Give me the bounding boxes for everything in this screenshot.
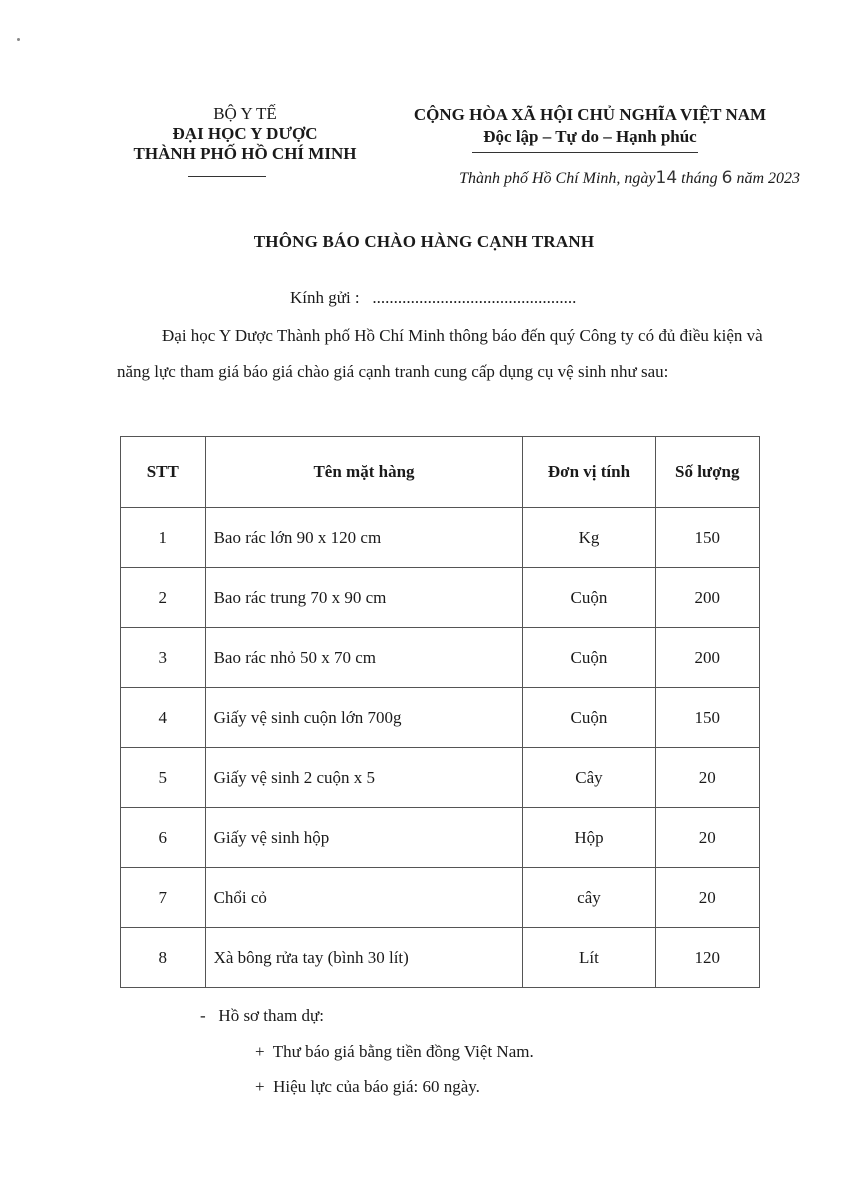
intro-paragraph: Đại học Y Dược Thành phố Hồ Chí Minh thông báo đến quý Công ty có đủ điều kiện và năng lực tham giá báo giá chào giá cạnh tranh cung cấp dụng cụ vệ sinh như sau: (117, 326, 763, 381)
header-stt: STT (121, 437, 206, 508)
dateline-month: 6 (721, 168, 733, 188)
documents-item: + Hiệu lực của báo giá: 60 ngày. (255, 1077, 480, 1096)
cell-stt: 7 (121, 868, 206, 928)
cell-item-name: Giấy vệ sinh hộp (205, 808, 523, 868)
cell-stt: 3 (121, 628, 206, 688)
cell-item-name: Bao rác lớn 90 x 120 cm (205, 508, 523, 568)
recipient-blank: ................................................ (372, 288, 577, 307)
cell-unit: Cuộn (523, 688, 655, 748)
header-unit: Đơn vị tính (523, 437, 655, 508)
dateline-day: 14 (655, 168, 678, 188)
document-title: THÔNG BÁO CHÀO HÀNG CẠNH TRANH (253, 232, 595, 251)
cell-stt: 8 (121, 928, 206, 988)
cell-unit: Lít (523, 928, 655, 988)
cell-unit: cây (523, 868, 655, 928)
dateline (380, 168, 800, 188)
cell-stt: 6 (121, 808, 206, 868)
table-row (121, 928, 760, 988)
header-item-name: Tên mặt hàng (205, 437, 523, 508)
recipient-label: Kính gửi : (290, 288, 360, 307)
national-motto: Độc lập – Tự do – Hạnh phúc (483, 127, 697, 146)
cell-unit: Kg (523, 508, 655, 568)
cell-item-name: Giấy vệ sinh cuộn lớn 700g (205, 688, 523, 748)
documents-heading: - Hồ sơ tham dự: (200, 1006, 324, 1025)
cell-item-name: Chổi cỏ (205, 868, 523, 928)
cell-stt: 5 (121, 748, 206, 808)
table-row (121, 748, 760, 808)
cell-quantity: 20 (655, 808, 760, 868)
cell-item-name: Bao rác trung 70 x 90 cm (205, 568, 523, 628)
university-name: ĐẠI HỌC Y DƯỢC (172, 124, 318, 143)
cell-quantity: 200 (655, 568, 760, 628)
table-row (121, 808, 760, 868)
table-row (121, 628, 760, 688)
cell-stt: 2 (121, 568, 206, 628)
cell-quantity: 200 (655, 628, 760, 688)
header-quantity: Số lượng (655, 437, 760, 508)
motto-underline (472, 152, 698, 153)
cell-quantity: 150 (655, 508, 760, 568)
cell-quantity: 120 (655, 928, 760, 988)
cell-stt: 4 (121, 688, 206, 748)
national-title: CỘNG HÒA XÃ HỘI CHỦ NGHĨA VIỆT NAM (413, 105, 767, 124)
cell-unit: Hộp (523, 808, 655, 868)
cell-quantity: 20 (655, 868, 760, 928)
university-city: THÀNH PHỐ HỒ CHÍ MINH (133, 144, 357, 163)
national-header (380, 104, 800, 148)
table-row (121, 868, 760, 928)
dateline-prefix: Thành phố Hồ Chí Minh, ngày (459, 170, 656, 187)
table-row (121, 688, 760, 748)
cell-item-name: Bao rác nhỏ 50 x 70 cm (205, 628, 523, 688)
cell-stt: 1 (121, 508, 206, 568)
items-table (120, 436, 760, 988)
table-header-row (121, 437, 760, 508)
table-row (121, 568, 760, 628)
cell-unit: Cuộn (523, 628, 655, 688)
dateline-year: năm 2023 (736, 170, 800, 187)
cell-item-name: Xà bông rửa tay (bình 30 lít) (205, 928, 523, 988)
cell-quantity: 150 (655, 688, 760, 748)
recipient-line (290, 288, 576, 308)
issuer-header (100, 104, 390, 164)
table-row (121, 508, 760, 568)
cell-item-name: Giấy vệ sinh 2 cuộn x 5 (205, 748, 523, 808)
cell-unit: Cây (523, 748, 655, 808)
documents-item: + Thư báo giá bằng tiền đồng Việt Nam. (255, 1042, 534, 1061)
issuer-underline (188, 176, 266, 177)
ministry-name: BỘ Y TẾ (213, 104, 277, 123)
cell-unit: Cuộn (523, 568, 655, 628)
dateline-month-label: tháng (681, 170, 718, 187)
cell-quantity: 20 (655, 748, 760, 808)
scan-speck (17, 38, 20, 41)
